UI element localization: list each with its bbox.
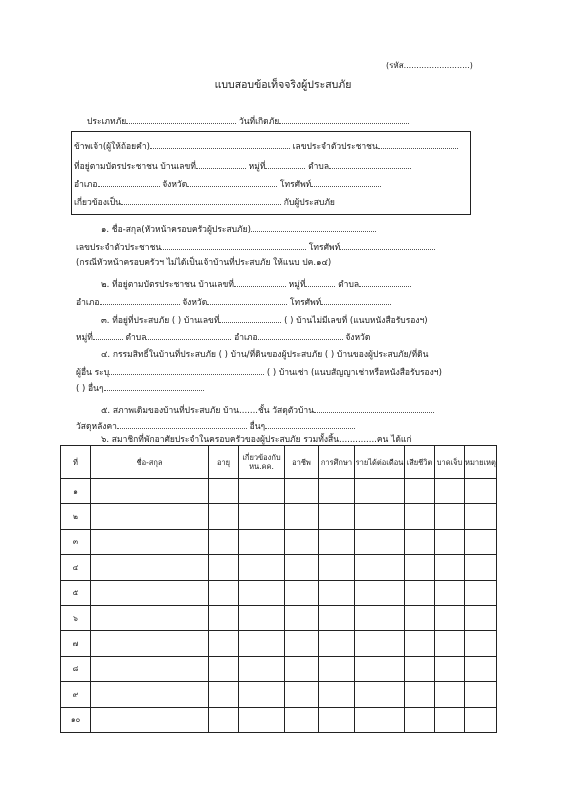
s4-line3 — [76, 382, 204, 395]
table-cell[interactable] — [405, 504, 435, 529]
table-cell[interactable] — [209, 504, 239, 529]
table-row — [61, 529, 497, 554]
table-cell[interactable] — [319, 656, 355, 681]
s1-id-field[interactable] — [161, 241, 306, 250]
s1-phone-field[interactable] — [340, 241, 435, 250]
table-cell[interactable] — [435, 580, 465, 605]
members-table — [60, 445, 497, 733]
table-cell[interactable] — [91, 605, 209, 630]
s5-other-field[interactable] — [265, 420, 355, 429]
reporter-name-field[interactable] — [150, 140, 290, 149]
table-cell[interactable] — [91, 631, 209, 656]
table-cell[interactable] — [239, 707, 285, 732]
row-number: ๔ — [61, 555, 91, 580]
table-cell[interactable] — [465, 631, 497, 656]
table-header-cell: เสียชีวิต — [405, 446, 435, 479]
reporter-relation-label: เกี่ยวข้องเป็น — [74, 198, 121, 208]
row-number: ๗ — [61, 631, 91, 656]
reporter-amphoe-label: อำเภอ — [74, 180, 98, 190]
s2-address-line — [101, 278, 411, 291]
s1-name-field[interactable] — [251, 223, 376, 232]
table-cell[interactable] — [465, 504, 497, 529]
table-cell[interactable] — [355, 479, 405, 504]
table-cell[interactable] — [91, 555, 209, 580]
reporter-relation-line — [74, 196, 335, 209]
table-cell[interactable] — [91, 682, 209, 707]
s1-note: (กรณีหัวหน้าครอบครัวฯ ไม่ได้เป็นเจ้าบ้านที่ประสบภัย ให้แนบ ปค.๑๔) — [76, 258, 332, 268]
disaster-date-field[interactable] — [279, 115, 409, 124]
table-cell[interactable] — [209, 555, 239, 580]
row-number: ๘ — [61, 656, 91, 681]
table-cell[interactable] — [435, 631, 465, 656]
s3-house-field[interactable] — [219, 314, 281, 323]
s1-phone-label: โทรศัพท์ — [308, 243, 341, 253]
table-cell[interactable] — [209, 707, 239, 732]
reporter-amphoe-line — [74, 178, 381, 191]
s1-id-line — [76, 241, 435, 254]
s3-location-line — [76, 331, 370, 344]
table-cell[interactable] — [209, 656, 239, 681]
s2-amphoe-field[interactable] — [100, 296, 180, 305]
s1-heading: ๑. ชื่อ-สกุล(หัวหน้าครอบครัวผู้ประสบภัย) — [101, 225, 251, 235]
table-cell[interactable] — [319, 631, 355, 656]
reporter-house-field[interactable] — [196, 160, 246, 169]
table-cell[interactable] — [209, 479, 239, 504]
s3-moo-label: หมู่ที่ — [76, 333, 93, 343]
s2-tambon-label: ตำบล — [338, 280, 360, 290]
table-cell[interactable] — [319, 707, 355, 732]
table-cell[interactable] — [355, 555, 405, 580]
table-cell[interactable] — [355, 656, 405, 681]
table-header-cell: การศึกษา — [319, 446, 355, 479]
table-cell[interactable] — [319, 682, 355, 707]
reporter-address-line — [74, 160, 411, 173]
s5-line2 — [76, 420, 355, 433]
table-cell[interactable] — [355, 682, 405, 707]
table-header-cell: ชื่อ-สกุล — [91, 446, 209, 479]
s4-line1: ๔. กรรมสิทธิ์ในบ้านที่ประสบภัย ( ) บ้าน/ที่ดินของผู้ประสบภัย ( ) บ้านของผู้ประสบภัย/ที่ดิน — [101, 350, 429, 360]
table-cell[interactable] — [285, 707, 319, 732]
reporter-relation-suffix: กับผู้ประสบภัย — [283, 198, 335, 208]
reporter-id-label: เลขประจำตัวประชาชน — [292, 142, 378, 152]
table-cell[interactable] — [435, 707, 465, 732]
table-cell[interactable] — [465, 580, 497, 605]
table-cell[interactable] — [285, 605, 319, 630]
s1-heading-line — [101, 223, 376, 236]
table-row — [61, 682, 497, 707]
table-cell[interactable] — [355, 631, 405, 656]
reporter-tambon-field[interactable] — [329, 160, 411, 169]
table-row — [61, 656, 497, 681]
table-cell[interactable] — [319, 479, 355, 504]
s5-other-label: อื่นๆ — [249, 422, 266, 432]
table-cell[interactable] — [209, 605, 239, 630]
s3-no-number-option[interactable]: ( ) บ้านไม่มีเลขที่ (แนบหนังสือรับรองฯ) — [284, 316, 428, 326]
s3-address-line — [101, 314, 428, 327]
disaster-date-label: วันที่เกิดภัย — [238, 117, 280, 127]
s4-rent-option[interactable]: ( ) บ้านเช่า (แนบสัญญาเช่าหรือหนังสือรับรองฯ) — [266, 368, 442, 378]
table-cell[interactable] — [435, 682, 465, 707]
s4-other-option[interactable]: ( ) อื่นๆ — [76, 384, 104, 394]
s3-moo-field[interactable] — [93, 331, 123, 340]
table-cell[interactable] — [285, 580, 319, 605]
table-row — [61, 504, 497, 529]
s1-id-label: เลขประจำตัวประชาชน — [76, 243, 162, 253]
table-cell[interactable] — [239, 504, 285, 529]
table-cell[interactable] — [91, 479, 209, 504]
row-number: ๓ — [61, 529, 91, 554]
table-cell[interactable] — [355, 504, 405, 529]
table-cell[interactable] — [285, 555, 319, 580]
reporter-amphoe-field[interactable] — [98, 178, 160, 187]
table-cell[interactable] — [209, 580, 239, 605]
reporter-name-label: ข้าพเจ้า(ผู้ให้ถ้อยคำ) — [74, 142, 150, 152]
s4-other-owner-field[interactable] — [109, 366, 264, 375]
s4-line2 — [76, 366, 442, 379]
s4-other-owner-label: ผู้อื่น ระบุ — [76, 368, 110, 378]
table-cell[interactable] — [405, 605, 435, 630]
s3-heading: ๓. ที่อยู่ที่ประสบภัย ( ) บ้านเลขที่ — [101, 316, 220, 326]
s5-material-field[interactable] — [314, 404, 434, 413]
s2-amphoe-label: อำเภอ — [76, 298, 100, 308]
table-cell[interactable] — [405, 682, 435, 707]
table-cell[interactable] — [239, 631, 285, 656]
table-header-cell: อายุ — [209, 446, 239, 479]
table-cell[interactable] — [435, 656, 465, 681]
table-row — [61, 707, 497, 732]
table-cell[interactable] — [355, 580, 405, 605]
table-cell[interactable] — [319, 580, 355, 605]
reporter-tambon-label: ตำบล — [308, 162, 330, 172]
reporter-province-field[interactable] — [187, 178, 277, 187]
table-cell[interactable] — [285, 504, 319, 529]
table-cell[interactable] — [285, 631, 319, 656]
s2-amphoe-line — [76, 296, 391, 309]
table-cell[interactable] — [209, 529, 239, 554]
reporter-phone-label: โทรศัพท์ — [279, 180, 312, 190]
row-number: ๙ — [61, 682, 91, 707]
table-cell[interactable] — [285, 682, 319, 707]
table-cell[interactable] — [405, 656, 435, 681]
table-cell[interactable] — [465, 682, 497, 707]
table-cell[interactable] — [285, 479, 319, 504]
table-cell[interactable] — [239, 580, 285, 605]
s5-condition-label: ๕. สภาพเดิมของบ้านที่ประสบภัย บ้าน.......ชั้น วัสดุตัวบ้าน — [101, 406, 315, 416]
page-title: แบบสอบข้อเท็จจริงผู้ประสบภัย — [214, 79, 352, 91]
s2-moo-label: หมู่ที่ — [288, 280, 306, 290]
row-number: ๕ — [61, 580, 91, 605]
table-cell[interactable] — [355, 529, 405, 554]
reporter-moo-field[interactable] — [265, 160, 305, 169]
table-cell[interactable] — [355, 605, 405, 630]
table-cell[interactable] — [239, 656, 285, 681]
table-cell[interactable] — [435, 529, 465, 554]
table-cell[interactable] — [465, 707, 497, 732]
s3-amphoe-field[interactable] — [258, 331, 343, 340]
table-cell[interactable] — [465, 479, 497, 504]
table-cell[interactable] — [405, 479, 435, 504]
table-cell[interactable] — [435, 504, 465, 529]
reporter-relation-field[interactable] — [121, 196, 281, 205]
row-number: ๒ — [61, 504, 91, 529]
table-header-row — [61, 446, 497, 479]
table-cell[interactable] — [239, 529, 285, 554]
reporter-name-line — [74, 140, 458, 153]
disaster-info-line — [87, 115, 409, 128]
s2-house-field[interactable] — [234, 278, 286, 287]
s4-other-field[interactable] — [104, 382, 204, 391]
table-cell[interactable] — [209, 631, 239, 656]
table-header-cell: เกี่ยวข้องกับ หน.คค. — [239, 446, 285, 479]
table-cell[interactable] — [319, 555, 355, 580]
table-cell[interactable] — [239, 605, 285, 630]
table-header-cell: หมายเหตุ — [465, 446, 497, 479]
reporter-moo-label: หมู่ที่ — [248, 162, 266, 172]
row-number: ๑๐ — [61, 707, 91, 732]
s2-heading: ๒. ที่อยู่ตามบัตรประชาชน บ้านเลขที่ — [101, 280, 234, 290]
table-header-cell: อาชีพ — [285, 446, 319, 479]
s2-province-field[interactable] — [207, 296, 287, 305]
table-cell[interactable] — [465, 529, 497, 554]
row-number: ๖ — [61, 605, 91, 630]
s2-province-label: จังหวัด — [182, 298, 208, 308]
table-cell[interactable] — [319, 529, 355, 554]
table-cell[interactable] — [405, 529, 435, 554]
s3-tambon-label: ตำบล — [125, 333, 147, 343]
table-cell[interactable] — [405, 707, 435, 732]
s2-phone-label: โทรศัพท์ — [289, 298, 322, 308]
table-cell[interactable] — [435, 605, 465, 630]
table-cell[interactable] — [91, 529, 209, 554]
table-row — [61, 555, 497, 580]
table-cell[interactable] — [91, 656, 209, 681]
s3-province-label: จังหวัด — [345, 333, 371, 343]
table-cell[interactable] — [465, 555, 497, 580]
table-cell[interactable] — [239, 479, 285, 504]
s3-tambon-field[interactable] — [146, 331, 231, 340]
table-row — [61, 479, 497, 504]
table-cell[interactable] — [355, 707, 405, 732]
table-cell[interactable] — [405, 580, 435, 605]
s2-moo-field[interactable] — [305, 278, 335, 287]
s2-tambon-field[interactable] — [359, 278, 411, 287]
table-cell[interactable] — [405, 631, 435, 656]
table-cell[interactable] — [319, 504, 355, 529]
table-cell[interactable] — [465, 605, 497, 630]
table-cell[interactable] — [91, 580, 209, 605]
table-cell[interactable] — [91, 707, 209, 732]
row-number: ๑ — [61, 479, 91, 504]
form-code: (รหัส..........................) — [386, 61, 473, 70]
table-cell[interactable] — [435, 479, 465, 504]
table-cell[interactable] — [239, 682, 285, 707]
table-header-cell: ที่ — [61, 446, 91, 479]
table-header-cell: บาดเจ็บ — [435, 446, 465, 479]
table-cell[interactable] — [239, 555, 285, 580]
s3-amphoe-label: อำเภอ — [234, 333, 258, 343]
table-cell[interactable] — [405, 555, 435, 580]
s5-roof-field[interactable] — [117, 420, 247, 429]
table-body — [61, 479, 497, 733]
s2-phone-field[interactable] — [321, 296, 391, 305]
reporter-address-label: ที่อยู่ตามบัตรประชาชน บ้านเลขที่ — [74, 162, 196, 172]
reporter-province-label: จังหวัด — [162, 180, 188, 190]
s6-heading: ๖. สมาชิกที่พักอาศัยประจำในครอบครัวของผู้ประสบภัย รวมทั้งสิ้น..............คน ได้แก่ — [101, 435, 412, 445]
disaster-type-field[interactable] — [126, 115, 236, 124]
table-cell[interactable] — [285, 656, 319, 681]
table-row — [61, 580, 497, 605]
table-row — [61, 605, 497, 630]
table-cell[interactable] — [465, 656, 497, 681]
disaster-type-label: ประเภทภัย — [87, 117, 127, 127]
table-cell[interactable] — [319, 605, 355, 630]
s5-line1 — [101, 404, 434, 417]
reporter-phone-field[interactable] — [311, 178, 381, 187]
reporter-id-field[interactable] — [378, 140, 458, 149]
s5-roof-label: วัสดุหลังคา — [76, 422, 117, 432]
table-row — [61, 631, 497, 656]
table-header-cell: รายได้ต่อเดือน — [355, 446, 405, 479]
table-cell[interactable] — [285, 529, 319, 554]
table-cell[interactable] — [209, 682, 239, 707]
table-cell[interactable] — [91, 504, 209, 529]
table-cell[interactable] — [435, 555, 465, 580]
